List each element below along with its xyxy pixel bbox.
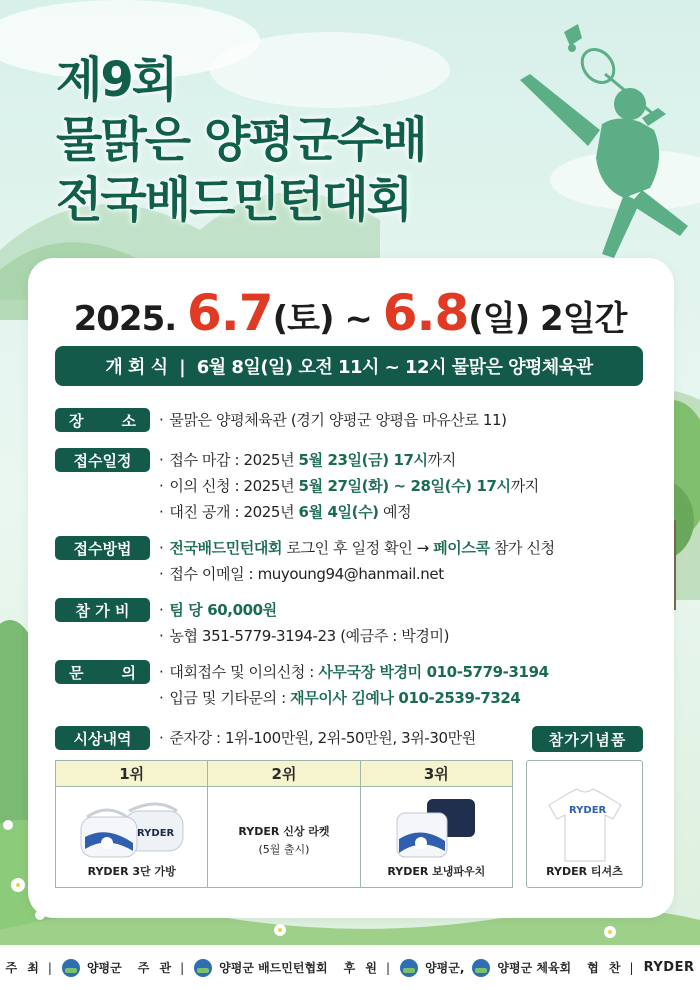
prize-second-sub: (5월 출시) <box>258 843 310 856</box>
draw-date: 6월 4일(수) <box>298 503 379 521</box>
prize-second-rank: 2위 <box>208 761 359 787</box>
bag-set-image <box>77 795 187 863</box>
fee-amount: · 팀 당 60,000원 <box>159 601 277 619</box>
title-edition: 제9회 <box>56 52 177 108</box>
prize-third-rank: 3위 <box>361 761 512 787</box>
deadline-prefix: 접수 마감 : 2025년 <box>169 451 299 469</box>
contact-label-a: 문 <box>69 663 84 682</box>
tshirt-image <box>545 787 625 863</box>
title-cup-name: 물맑은 양평군수배 <box>56 112 426 168</box>
contact-label-b: 의 <box>121 663 136 682</box>
contact-payment: · 입금 및 기타문의 : 재무이사 김예나 010-2539-7324 <box>159 689 521 707</box>
prize-second <box>208 761 360 887</box>
awards-prize-money: · 준자강 : 1위-100만원, 2위-50만원, 3위-30만원 <box>159 729 476 747</box>
awards-text: 준자강 : 1위-100만원, 2위-50만원, 3위-30만원 <box>169 729 476 747</box>
method-email-text: 접수 이메일 : muyoung94@hanmail.net <box>169 565 444 583</box>
schedule-lines <box>159 448 539 526</box>
venue-lines <box>159 408 507 434</box>
contact-payment-person: 재무이사 김예나 010-2539-7324 <box>290 689 521 707</box>
venue-address: · 물맑은 양평체육관 (경기 양평군 양평읍 마유산로 11) <box>159 411 507 429</box>
prize-second-name: RYDER 신상 라켓 <box>238 825 330 838</box>
footer-organizer: 양평군 배드민턴협회 <box>219 961 328 975</box>
date-start: 6.7 <box>186 284 273 342</box>
cooler-pouch-image <box>391 795 481 863</box>
badminton-player-silhouette <box>490 18 700 278</box>
date-year: 2025. <box>73 299 177 339</box>
prize-second-text <box>208 823 359 859</box>
method-online: · 전국배드민턴대회 로그인 후 일정 확인 → 페이스콕 참가 신청 <box>159 539 555 557</box>
prize-first-name: RYDER 3단 가방 <box>87 865 176 878</box>
deadline-suffix: 까지 <box>427 451 456 469</box>
contact-registration-person: 사무국장 박경미 010-5779-3194 <box>318 663 549 681</box>
date-duration: 2일간 <box>540 299 627 339</box>
bag-brand-text: RYDER <box>136 828 174 839</box>
draw-suffix: 예정 <box>378 503 412 521</box>
awards-lines <box>159 726 476 752</box>
fee-amount-text: 팀 당 60,000원 <box>169 601 277 619</box>
title-tournament-name: 전국배드민턴대회 <box>56 172 411 228</box>
footer-sponsor-label: 후 원 <box>343 961 381 975</box>
objection-date: 5월 27일(화) ~ 28일(수) 17시 <box>298 477 511 495</box>
fee-account: · 농협 351-5779-3194-23 (예금주 : 박경미) <box>159 627 450 645</box>
contact-registration-prefix: 대회접수 및 이의신청 : <box>169 663 319 681</box>
yangpyeong-seal-icon <box>194 959 212 977</box>
footer-divider: | <box>386 960 391 975</box>
draw-prefix: 대진 공개 : 2025년 <box>169 503 299 521</box>
souvenir-item: RYDER 티셔츠 <box>546 865 623 878</box>
tshirt-brand-text: RYDER <box>568 805 606 816</box>
venue-label <box>55 408 150 432</box>
awards-label: 시상내역 <box>55 726 150 750</box>
method-middle: 로그인 후 일정 확인 → <box>282 539 434 557</box>
footer-organizer-label: 주 관 <box>137 961 175 975</box>
fee-label: 참 가 비 <box>55 598 150 622</box>
contact-lines <box>159 660 549 712</box>
date-start-day: (토) <box>272 299 334 339</box>
schedule-objection: · 이의 신청 : 2025년 5월 27일(화) ~ 28일(수) 17시까지 <box>159 477 539 495</box>
fee-account-text: 농협 351-5779-3194-23 (예금주 : 박경미) <box>169 627 450 645</box>
prize-table <box>55 760 513 888</box>
footer-divider: | <box>47 960 52 975</box>
prize-first-rank: 1위 <box>56 761 207 787</box>
method-suffix: 참가 신청 <box>489 539 555 557</box>
souvenir-box <box>526 760 643 888</box>
contact-label <box>55 660 150 684</box>
objection-prefix: 이의 신청 : 2025년 <box>169 477 299 495</box>
contact-registration: · 대회접수 및 이의신청 : 사무국장 박경미 010-5779-3194 <box>159 663 549 681</box>
footer-divider: | <box>629 960 634 975</box>
prize-third-body <box>361 787 512 887</box>
prize-first-body <box>56 787 207 887</box>
footer-sponsors <box>0 945 700 990</box>
event-title <box>56 50 426 230</box>
yangpyeong-seal-icon <box>400 959 418 977</box>
footer-divider: | <box>180 960 185 975</box>
method-facecock: 페이스콕 <box>433 539 490 557</box>
date-end: 6.8 <box>382 284 469 342</box>
objection-suffix: 까지 <box>510 477 539 495</box>
prize-second-body <box>208 787 359 887</box>
method-site: 전국배드민턴대회 <box>169 539 283 557</box>
souvenir-label: 참가기념품 <box>532 726 643 752</box>
venue-label-b: 소 <box>121 411 136 430</box>
yangpyeong-seal-icon <box>472 959 490 977</box>
date-end-day: (일) <box>468 299 530 339</box>
prize-first <box>56 761 208 887</box>
prize-third <box>361 761 512 887</box>
method-email: · 접수 이메일 : muyoung94@hanmail.net <box>159 565 444 583</box>
schedule-label: 접수일정 <box>55 448 150 472</box>
footer-support-label: 협 찬 <box>587 961 624 975</box>
footer-host-label: 주 최 <box>5 961 42 975</box>
schedule-deadline: · 접수 마감 : 2025년 5월 23일(금) 17시까지 <box>159 451 456 469</box>
method-lines <box>159 536 555 588</box>
yangpyeong-seal-icon <box>62 959 80 977</box>
event-date <box>0 284 700 342</box>
date-tilde: ~ <box>344 299 372 339</box>
deadline-date: 5월 23일(금) 17시 <box>298 451 428 469</box>
contact-payment-prefix: 입금 및 기타문의 : <box>169 689 291 707</box>
footer-sponsor-1: 양평군, <box>425 961 465 975</box>
method-label: 접수방법 <box>55 536 150 560</box>
prize-third-name: RYDER 보냉파우치 <box>387 865 486 878</box>
fee-lines <box>159 598 449 650</box>
schedule-draw: · 대진 공개 : 2025년 6월 4일(수) 예정 <box>159 503 412 521</box>
footer-host: 양평군 <box>86 961 122 975</box>
venue-address-text: 물맑은 양평체육관 (경기 양평군 양평읍 마유산로 11) <box>169 411 507 429</box>
footer-sponsor-2: 양평군 체육회 <box>497 961 572 975</box>
opening-ceremony-bar: 개 회 식 | 6월 8일(일) 오전 11시 ~ 12시 물맑은 양평체육관 <box>55 346 643 386</box>
venue-label-a: 장 <box>69 411 84 430</box>
ryder-logo: RYDER <box>643 960 695 975</box>
